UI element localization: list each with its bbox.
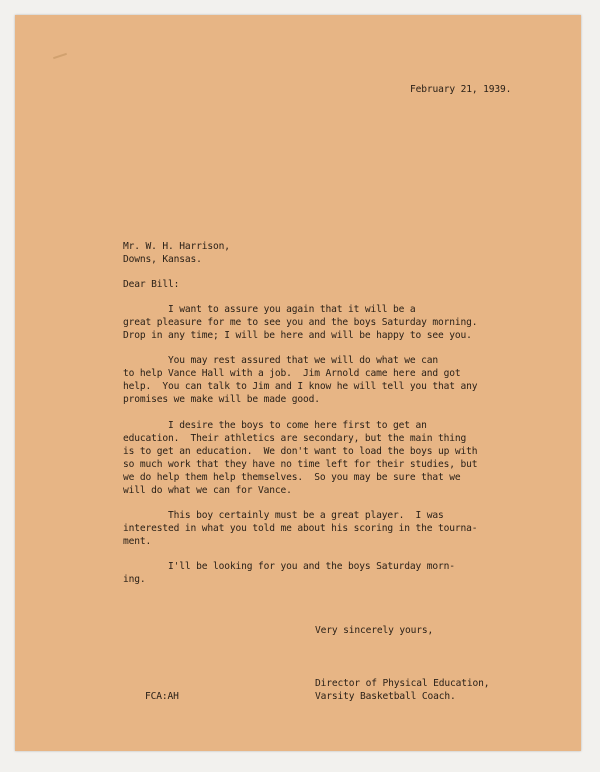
paragraph-line: ment. bbox=[123, 536, 152, 547]
paragraph-line: promises we make will be made good. bbox=[123, 394, 320, 405]
paragraph-line: ing. bbox=[123, 574, 146, 585]
paragraph-line: interested in what you told me about his scoring in the tourna- bbox=[123, 523, 478, 534]
paragraph-line: help. You can talk to Jim and I know he will tell you that any bbox=[123, 381, 478, 392]
letter-date: February 21, 1939. bbox=[410, 84, 512, 95]
paragraph-line: Drop in any time; I will be here and will be happy to see you. bbox=[123, 330, 472, 341]
paragraph-line: I desire the boys to come here first to get an bbox=[123, 420, 427, 431]
paragraph-line: we do help them help themselves. So you may be sure that we bbox=[123, 472, 461, 483]
paragraph-line: great pleasure for me to see you and the boys Saturday morning. bbox=[123, 317, 478, 328]
closing: Very sincerely yours, bbox=[315, 625, 434, 636]
letter-page bbox=[15, 15, 581, 751]
paragraph-line: This boy certainly must be a great player. I was bbox=[123, 510, 444, 521]
paragraph-line: so much work that they have no time left for their studies, but bbox=[123, 459, 478, 470]
signature-title-line: Director of Physical Education, bbox=[315, 678, 490, 689]
paragraph-line: is to get an education. We don't want to load the boys up with bbox=[123, 446, 478, 457]
pencil-mark bbox=[53, 53, 67, 59]
paragraph-line: to help Vance Hall with a job. Jim Arnold came here and got bbox=[123, 368, 461, 379]
paragraph-line: I'll be looking for you and the boys Saturday morn- bbox=[123, 561, 455, 572]
paragraph-line: education. Their athletics are secondary, but the main thing bbox=[123, 433, 467, 444]
recipient-location: Downs, Kansas. bbox=[123, 254, 202, 265]
paragraph-line: You may rest assured that we will do what we can bbox=[123, 355, 439, 366]
signature-title-line: Varsity Basketball Coach. bbox=[315, 691, 456, 702]
paragraph-line: I want to assure you again that it will be a bbox=[123, 304, 416, 315]
recipient-name: Mr. W. H. Harrison, bbox=[123, 241, 230, 252]
typist-initials: FCA:AH bbox=[145, 691, 179, 702]
salutation: Dear Bill: bbox=[123, 279, 180, 290]
paragraph-line: will do what we can for Vance. bbox=[123, 485, 292, 496]
